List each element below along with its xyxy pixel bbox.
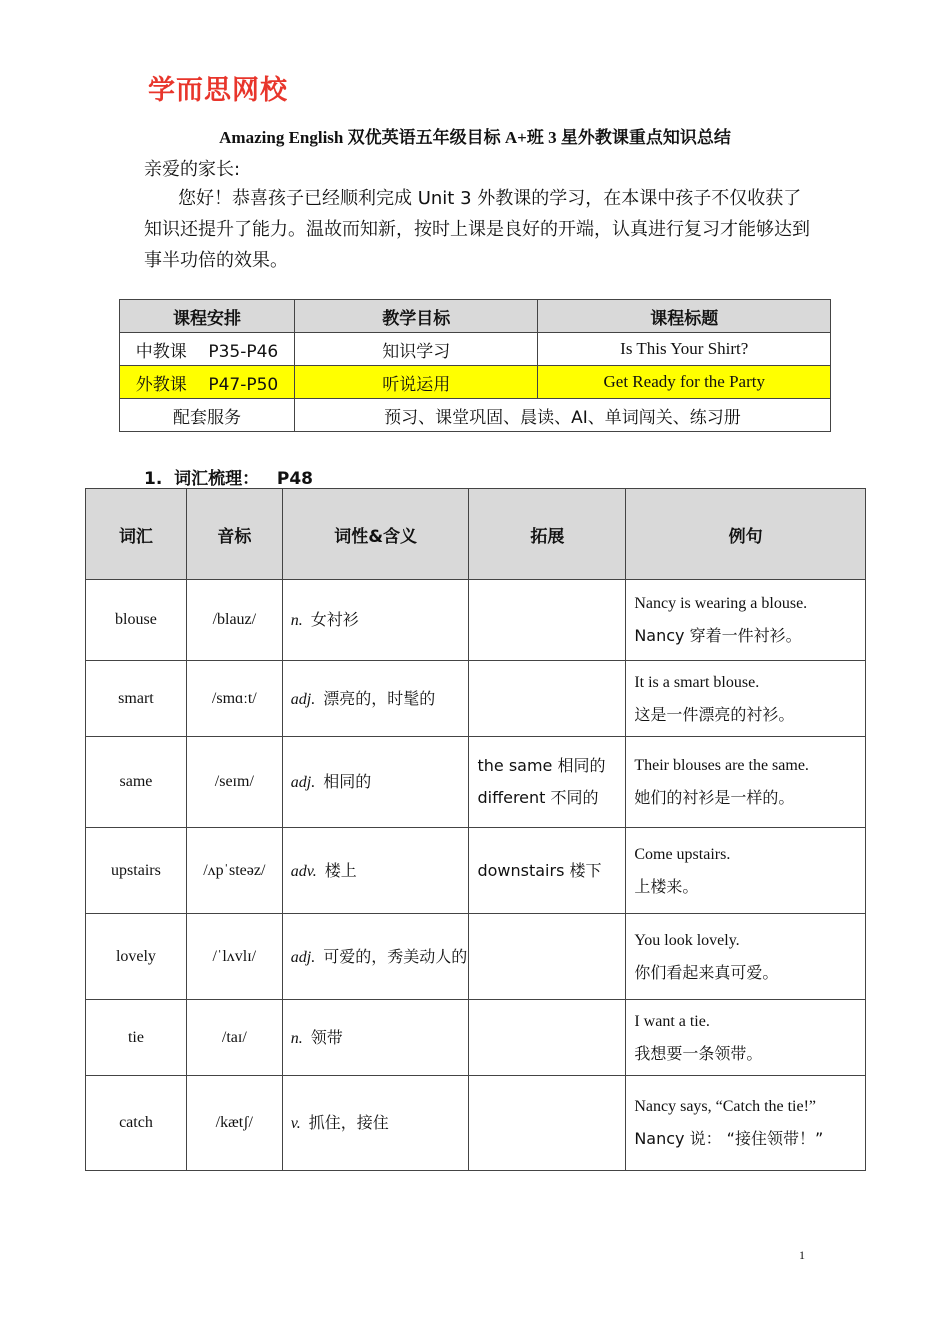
vocab-meaning-cell [282,580,469,661]
example-chinese: 你们看起来真可爱。 [634,962,779,982]
part-of-speech: n. [290,1029,303,1047]
vocab-row [86,737,866,828]
part-of-speech: adj. [290,690,316,708]
greeting: 亲爱的家长: [144,159,241,180]
vocab-phonetic: /seɪm/ [186,737,282,828]
meaning: 抓住，接住 [308,1113,389,1132]
document-title: Amazing English 双优英语五年级目标 A+班 3 星外教课重点知识总结 [219,128,731,147]
meaning: 领带 [310,1027,343,1047]
schedule-header-row [120,300,831,333]
schedule-row [120,333,831,366]
meaning: 楼上 [324,860,357,880]
schedule-course-title: Is This Your Shirt? [538,333,831,366]
vocab-meaning-cell [282,661,469,737]
meaning: 可爱的，秀美动人的 [323,946,468,966]
extension-line: different 不同的 [477,788,599,807]
vocab-phonetic: /ʌpˈsteəz/ [186,828,282,914]
example-chinese: Nancy 说： “接住领带！” [634,1129,824,1148]
example-chinese: 她们的衬衫是一样的。 [634,788,795,807]
vocab-example-cell [626,661,866,737]
vocab-phonetic: /blauz/ [186,580,282,661]
example-english: Their blouses are the same. [634,757,809,774]
vocab-meaning-cell [282,737,469,828]
schedule-service-row [120,399,831,432]
vocab-word: same [86,737,187,828]
service-value: 预习、课堂巩固、晨读、AI、单词闯关、练习册 [294,399,830,432]
schedule-header: 教学目标 [294,300,538,333]
part-of-speech: v. [290,1115,301,1132]
vocab-meaning-cell [282,828,469,914]
vocab-phonetic: /ˈlʌvlɪ/ [186,914,282,1000]
vocab-header: 词性&含义 [282,489,469,580]
vocab-phonetic: /smɑːt/ [186,661,282,737]
vocab-word: upstairs [86,828,187,914]
schedule-course-title: Get Ready for the Party [538,366,831,399]
schedule-row-highlighted [120,366,831,399]
vocab-extension-cell [469,661,626,737]
vocab-header: 例句 [626,489,866,580]
part-of-speech: adj. [290,774,316,791]
schedule-header: 课程标题 [538,300,831,333]
vocab-header: 音标 [186,489,282,580]
example-chinese: 我想要一条领带。 [634,1043,763,1063]
vocab-example-cell [626,1000,866,1076]
vocab-extension-cell [469,1076,626,1171]
vocab-meaning-cell [282,1076,469,1171]
vocab-example-cell [626,828,866,914]
part-of-speech: adj. [290,948,316,966]
example-chinese: 这是一件漂亮的衬衫。 [634,704,795,724]
vocab-header-row [86,489,866,580]
section-title: 1. 词汇梳理： P48 [144,469,313,489]
example-chinese: Nancy 穿着一件衬衫。 [634,626,802,645]
example-chinese: 上楼来。 [634,876,699,896]
vocab-example-cell [626,580,866,661]
example-english: I want a tie. [634,1012,710,1030]
vocab-word: smart [86,661,187,737]
example-english: Come upstairs. [634,845,731,863]
extension-line: the same 相同的 [477,756,606,775]
vocab-row [86,914,866,1000]
vocab-extension-cell [469,1000,626,1076]
vocab-example-cell [626,914,866,1000]
meaning: 相同的 [323,772,372,791]
schedule-arrangement: 外教课 P47-P50 [120,366,295,399]
vocab-phonetic: /kætʃ/ [186,1076,282,1171]
vocab-extension-cell [469,580,626,661]
vocab-example-cell [626,1076,866,1171]
vocab-header: 拓展 [469,489,626,580]
vocab-row [86,1000,866,1076]
vocab-extension-cell [469,737,626,828]
intro-paragraph: 您好！恭喜孩子已经顺利完成 Unit 3 外教课的学习，在本课中孩子不仅收获了知识还提升了能力。温故而知新，按时上课是良好的开端，认真进行复习才能够达到事半功倍的效果。 [144,188,810,271]
schedule-goal: 听说运用 [294,366,538,399]
extension-line: downstairs 楼下 [477,860,602,880]
example-english: You look lovely. [634,931,740,949]
vocab-table [85,488,866,1171]
part-of-speech: adv. [290,862,317,880]
schedule-goal: 知识学习 [294,333,538,366]
vocab-word: catch [86,1076,187,1171]
vocab-meaning-cell [282,1000,469,1076]
schedule-header: 课程安排 [120,300,295,333]
vocab-row [86,580,866,661]
vocab-word: blouse [86,580,187,661]
vocab-row [86,1076,866,1171]
example-english: Nancy is wearing a blouse. [634,595,808,612]
vocab-extension-cell [469,828,626,914]
vocab-word: tie [86,1000,187,1076]
meaning: 女衬衫 [310,610,359,629]
meaning: 漂亮的，时髦的 [323,688,436,708]
service-label: 配套服务 [120,399,295,432]
schedule-table [119,299,831,432]
schedule-arrangement: 中教课 P35-P46 [120,333,295,366]
vocab-row [86,661,866,737]
example-english: It is a smart blouse. [634,673,760,691]
vocab-header: 词汇 [86,489,187,580]
brand-logo: 学而思网校 [148,75,288,106]
vocab-word: lovely [86,914,187,1000]
vocab-phonetic: /taɪ/ [186,1000,282,1076]
vocab-meaning-cell [282,914,469,1000]
vocab-row [86,828,866,914]
example-english: Nancy says, “Catch the tie!” [634,1098,817,1115]
page-number: 1 [799,1248,805,1262]
vocab-example-cell [626,737,866,828]
vocab-extension-cell [469,914,626,1000]
part-of-speech: n. [290,612,303,629]
